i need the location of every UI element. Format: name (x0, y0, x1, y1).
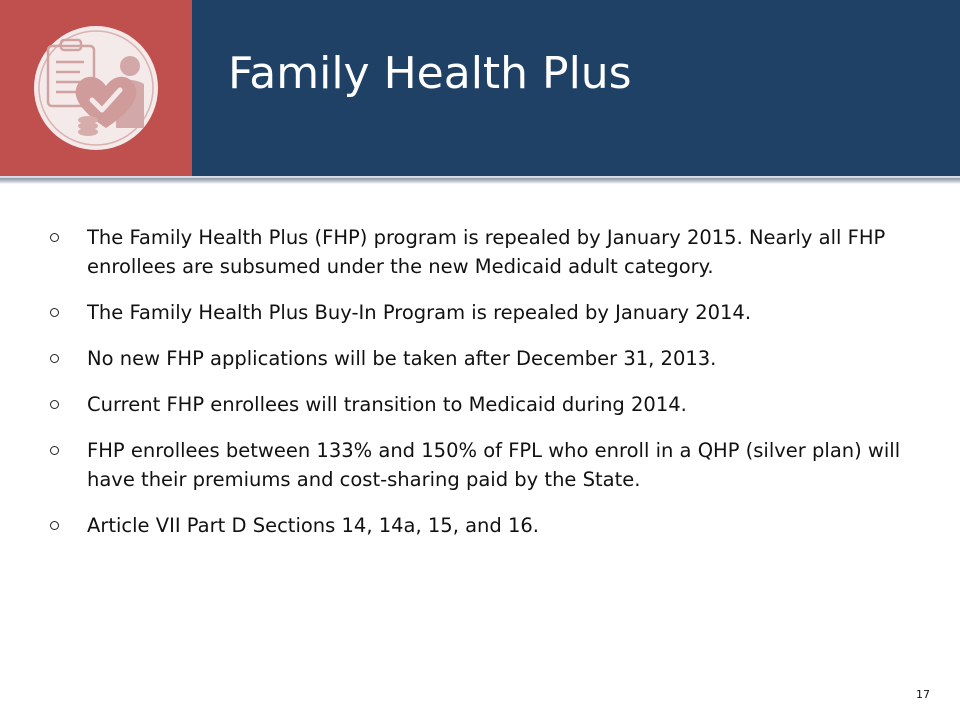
circle-bullet-icon (50, 233, 59, 242)
circle-bullet-icon (50, 446, 59, 455)
header-left-panel (0, 0, 192, 176)
bullet-item (50, 223, 910, 281)
bullet-list (50, 223, 910, 557)
circle-bullet-icon (50, 308, 59, 317)
header-divider (0, 176, 960, 184)
bullet-item (50, 344, 910, 373)
circle-bullet-icon (50, 521, 59, 530)
health-clipboard-heart-check-icon (32, 24, 160, 152)
bullet-item (50, 298, 910, 327)
bullet-item (50, 390, 910, 419)
bullet-text: The Family Health Plus Buy-In Program is repealed by January 2014. (87, 301, 752, 324)
slide-title: Family Health Plus (228, 48, 632, 99)
bullet-text: No new FHP applications will be taken after December 31, 2013. (87, 347, 717, 370)
bullet-item (50, 436, 910, 494)
slide-header (0, 0, 960, 176)
bullet-text: The Family Health Plus (FHP) program is repealed by January 2015. Nearly all FHP enrollees are subsumed under the new Medicaid adult category. (87, 226, 886, 278)
bullet-text: FHP enrollees between 133% and 150% of FPL who enroll in a QHP (silver plan) will have their premiums and cost-sharing paid by the State. (87, 439, 901, 491)
bullet-item (50, 511, 910, 540)
circle-bullet-icon (50, 400, 59, 409)
bullet-text: Current FHP enrollees will transition to Medicaid during 2014. (87, 393, 687, 416)
bullet-text: Article VII Part D Sections 14, 14a, 15, and 16. (87, 514, 539, 537)
page-number: 17 (916, 688, 930, 701)
circle-bullet-icon (50, 354, 59, 363)
